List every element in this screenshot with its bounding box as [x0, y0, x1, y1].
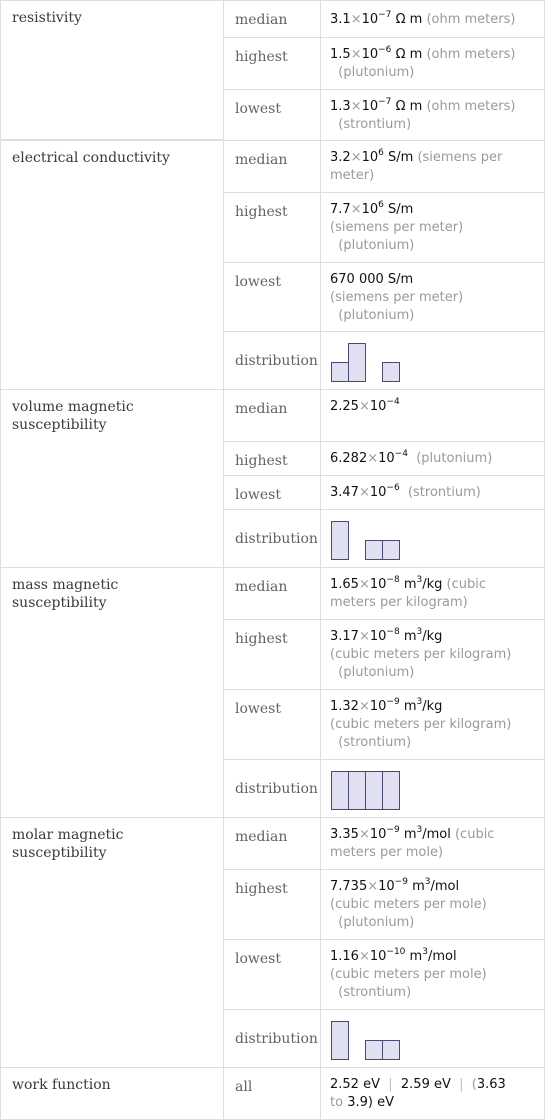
range-to: to — [330, 1095, 344, 1110]
molar-median-value: $3.35\times 10^{-9}$ $m^3$/mol (cubic meters per mole) — [320, 817, 545, 870]
stat-label — [223, 192, 321, 263]
times-sign: × — [350, 47, 362, 62]
property-label-work-function — [0, 1067, 224, 1120]
unit: /mol — [422, 827, 451, 842]
unit: m — [409, 949, 423, 964]
mantissa: 7.735 — [330, 879, 368, 894]
stat-label — [223, 869, 321, 940]
mantissa: 2.25 — [330, 399, 359, 414]
histogram-bar — [383, 541, 400, 560]
unit: m — [403, 827, 417, 842]
stat-text: highest — [235, 881, 288, 897]
unit-description: (cubic — [454, 827, 495, 842]
element-note: (strontium) — [338, 735, 412, 750]
molar-distribution — [320, 1009, 545, 1068]
stat-text: distribution — [235, 352, 318, 369]
times-sign: × — [350, 150, 362, 165]
unit-description: (cubic meters per mole) — [330, 897, 487, 912]
range-open-paren: ( — [471, 1077, 477, 1092]
unit-exponent: 3 — [422, 946, 428, 957]
stat-label — [223, 262, 321, 332]
element-note: (plutonium) — [338, 915, 415, 930]
element-note: (strontium) — [338, 985, 412, 1000]
stat-text: lowest — [235, 951, 281, 967]
mantissa: 3.17 — [330, 629, 359, 644]
stat-text: distribution — [235, 1030, 318, 1047]
unit: m — [412, 879, 425, 894]
unit-exponent: 3 — [416, 696, 423, 707]
conductivity-lowest-value — [320, 262, 545, 332]
stat-label — [223, 475, 321, 510]
stat-label — [223, 1009, 321, 1068]
histogram-bar — [366, 1041, 383, 1060]
element-note: (strontium) — [338, 117, 412, 132]
histogram-bar — [383, 363, 400, 382]
property-name: molar magnetic susceptibility — [12, 827, 124, 861]
element-note: (plutonium) — [338, 308, 415, 323]
unit: /mol — [430, 879, 460, 894]
histogram-bar — [349, 344, 366, 382]
value: 2.52 eV — [330, 1077, 380, 1092]
times-sign: × — [358, 827, 370, 842]
volume-median-value: $2.25\times 10^{-4}$ — [320, 389, 545, 442]
conductivity-median-value: $3.2\times 10^6$ S/m (siemens per meter) — [320, 140, 545, 193]
unit-description: (siemens per meter) — [330, 290, 464, 305]
property-name: work function — [12, 1077, 111, 1093]
times-sign: × — [350, 12, 362, 27]
exponent: −9 — [394, 876, 408, 887]
stat-text: all — [235, 1079, 253, 1095]
times-sign: × — [358, 399, 370, 414]
unit-description: meter) — [330, 168, 375, 183]
mantissa: 7.7 — [330, 202, 351, 217]
times-sign: × — [350, 99, 362, 114]
stat-label — [223, 0, 321, 38]
exponent: 6 — [378, 199, 384, 210]
mantissa: 1.65 — [330, 577, 359, 592]
property-name: volume magnetic — [12, 399, 134, 415]
resistivity-median-value: $3.1\times 10^{-7}$ Ω m (ohm meters) — [320, 0, 545, 38]
stat-label — [223, 37, 321, 90]
unit: /kg — [422, 629, 443, 644]
times-sign: × — [358, 629, 370, 644]
stat-text: highest — [235, 453, 288, 469]
histogram-bar — [332, 1022, 349, 1060]
property-name: susceptibility — [12, 417, 107, 433]
molar-lowest-value: $1.16\times 10^{-10}$ $m^3$/mol (cubic meters per mole) (strontium) — [320, 939, 545, 1010]
distribution-histogram — [330, 342, 410, 384]
stat-label — [223, 567, 321, 620]
exponent: −7 — [378, 9, 392, 20]
stat-label — [223, 140, 321, 193]
histogram-bar — [366, 541, 383, 560]
times-sign: × — [358, 577, 370, 592]
stat-text: lowest — [235, 274, 281, 290]
unit: Ω m — [395, 47, 423, 62]
exponent: −10 — [386, 946, 406, 957]
stat-label — [223, 389, 321, 442]
unit: /kg — [422, 699, 443, 714]
range-start: 3.63 — [476, 1077, 506, 1092]
unit: eV — [377, 1095, 394, 1110]
property-name: mass magnetic susceptibility — [12, 577, 119, 611]
histogram-bar — [383, 772, 400, 810]
element-note: (plutonium) — [338, 238, 415, 253]
unit-description: (ohm meters) — [426, 12, 516, 27]
stat-text: highest — [235, 49, 288, 65]
property-label-conductivity — [0, 140, 224, 390]
resistivity-lowest-value: $1.3\times 10^{-7}$ Ω m (ohm meters) (strontium) — [320, 89, 545, 141]
stat-label — [223, 1067, 321, 1120]
stat-label — [223, 817, 321, 870]
mantissa: 1.16 — [330, 949, 359, 964]
property-name: resistivity — [12, 10, 82, 26]
unit: Ω m — [395, 99, 423, 114]
unit-exponent: 3 — [416, 574, 423, 585]
stat-label — [223, 689, 321, 760]
unit-description: (ohm meters) — [426, 47, 516, 62]
property-name: electrical conductivity — [12, 150, 170, 166]
exponent: −4 — [394, 448, 408, 459]
histogram-bar — [383, 1041, 400, 1060]
unit-description: (ohm meters) — [426, 99, 516, 114]
distribution-histogram — [330, 1020, 410, 1062]
separator: | — [388, 1077, 393, 1092]
conductivity-distribution — [320, 331, 545, 390]
mass-median-value: $1.65\times 10^{-8}$ $m^3/kg$ (cubic meters per kilogram) — [320, 567, 545, 620]
unit-description: meters per kilogram) — [330, 595, 468, 610]
stat-text: median — [235, 829, 288, 845]
separator: | — [459, 1077, 464, 1092]
stat-text: median — [235, 579, 288, 595]
unit-description: (cubic meters per kilogram) — [330, 717, 512, 732]
stat-text: lowest — [235, 487, 281, 503]
property-label-volume-susceptibility — [0, 389, 224, 568]
stat-label — [223, 89, 321, 141]
value: 2.59 eV — [400, 1077, 451, 1092]
work-function-values — [320, 1067, 545, 1120]
stat-text: median — [235, 401, 288, 417]
unit-description: (cubic — [446, 577, 487, 592]
stat-text: distribution — [235, 530, 318, 547]
mantissa: 3.2 — [330, 150, 351, 165]
histogram-bar — [349, 772, 366, 810]
unit-description: meters per mole) — [330, 845, 444, 860]
element-note: (plutonium) — [338, 665, 415, 680]
exponent: −6 — [378, 44, 392, 55]
molar-highest-value: $7.735\times 10^{-9}$ $m^3$/mol (cubic meters per mole) (plutonium) — [320, 869, 545, 940]
unit: m — [403, 629, 417, 644]
unit: Ω m — [395, 12, 423, 27]
unit-description: (siemens per — [417, 150, 503, 165]
unit: S/m — [388, 202, 414, 217]
value: 670 000 S/m — [330, 272, 414, 287]
range-end: 3.9) — [347, 1095, 373, 1110]
stat-label — [223, 331, 321, 390]
property-label-resistivity — [0, 0, 224, 140]
exponent: −7 — [378, 96, 392, 107]
unit: /kg — [422, 577, 443, 592]
unit: S/m — [388, 150, 414, 165]
times-sign: × — [358, 949, 370, 964]
histogram-bar — [332, 363, 349, 382]
stat-text: median — [235, 152, 288, 168]
stat-label — [223, 939, 321, 1010]
unit-description: (cubic meters per mole) — [330, 967, 487, 982]
mantissa: 1.32 — [330, 699, 359, 714]
times-sign: × — [350, 202, 362, 217]
histogram-bar — [332, 522, 349, 560]
volume-lowest-value: $3.47\times 10^{-6}$ (strontium) — [320, 475, 545, 510]
mass-lowest-value: $1.32\times 10^{-9}$ $m^3/kg$ (cubic meters per kilogram) (strontium) — [320, 689, 545, 760]
stat-text: lowest — [235, 101, 281, 117]
volume-highest-value: $6.282\times 10^{-4}$ (plutonium) — [320, 441, 545, 476]
unit-exponent: 3 — [416, 824, 423, 835]
times-sign: × — [367, 879, 379, 894]
stat-text: median — [235, 12, 288, 28]
exponent: −9 — [386, 696, 400, 707]
unit-description: (cubic meters per kilogram) — [330, 647, 512, 662]
exponent: −9 — [386, 824, 400, 835]
times-sign: × — [358, 699, 370, 714]
property-label-molar-susceptibility — [0, 817, 224, 1068]
resistivity-highest-value: $1.5\times 10^{-6}$ Ω m (ohm meters) (plutonium) — [320, 37, 545, 90]
exponent: −4 — [386, 396, 400, 407]
unit-exponent: 3 — [416, 626, 423, 637]
exponent: −6 — [386, 482, 400, 493]
conductivity-highest-value: $7.7\times 10^6$ S/m (siemens per meter) (plutonium) — [320, 192, 545, 263]
unit: m — [403, 699, 417, 714]
stat-label — [223, 441, 321, 476]
stat-label — [223, 509, 321, 568]
mantissa: 3.35 — [330, 827, 359, 842]
stat-text: distribution — [235, 780, 318, 797]
stat-text: highest — [235, 204, 288, 220]
mass-distribution — [320, 759, 545, 818]
exponent: 6 — [378, 147, 384, 158]
unit: /mol — [427, 949, 457, 964]
distribution-histogram — [330, 770, 410, 812]
stat-label — [223, 759, 321, 818]
times-sign: × — [367, 451, 379, 466]
mantissa: 6.282 — [330, 451, 368, 466]
distribution-histogram — [330, 520, 410, 562]
element-note: (strontium) — [407, 485, 481, 500]
unit-description: (siemens per meter) — [330, 220, 464, 235]
property-label-mass-susceptibility — [0, 567, 224, 818]
element-note: (plutonium) — [338, 65, 415, 80]
mantissa: 3.1 — [330, 12, 351, 27]
volume-distribution — [320, 509, 545, 568]
stat-text: lowest — [235, 701, 281, 717]
element-note: (plutonium) — [416, 451, 493, 466]
histogram-bar — [366, 772, 383, 810]
unit-exponent: 3 — [424, 876, 431, 887]
mass-highest-value: $3.17\times 10^{-8}$ $m^3/kg$ (cubic meters per kilogram) (plutonium) — [320, 619, 545, 690]
stat-label — [223, 619, 321, 690]
mantissa: 1.5 — [330, 47, 351, 62]
mantissa: 1.3 — [330, 99, 351, 114]
times-sign: × — [358, 485, 370, 500]
mantissa: 3.47 — [330, 485, 359, 500]
stat-text: highest — [235, 631, 288, 647]
exponent: −8 — [386, 574, 400, 585]
histogram-bar — [332, 772, 349, 810]
exponent: −8 — [386, 626, 400, 637]
unit: m — [403, 577, 417, 592]
